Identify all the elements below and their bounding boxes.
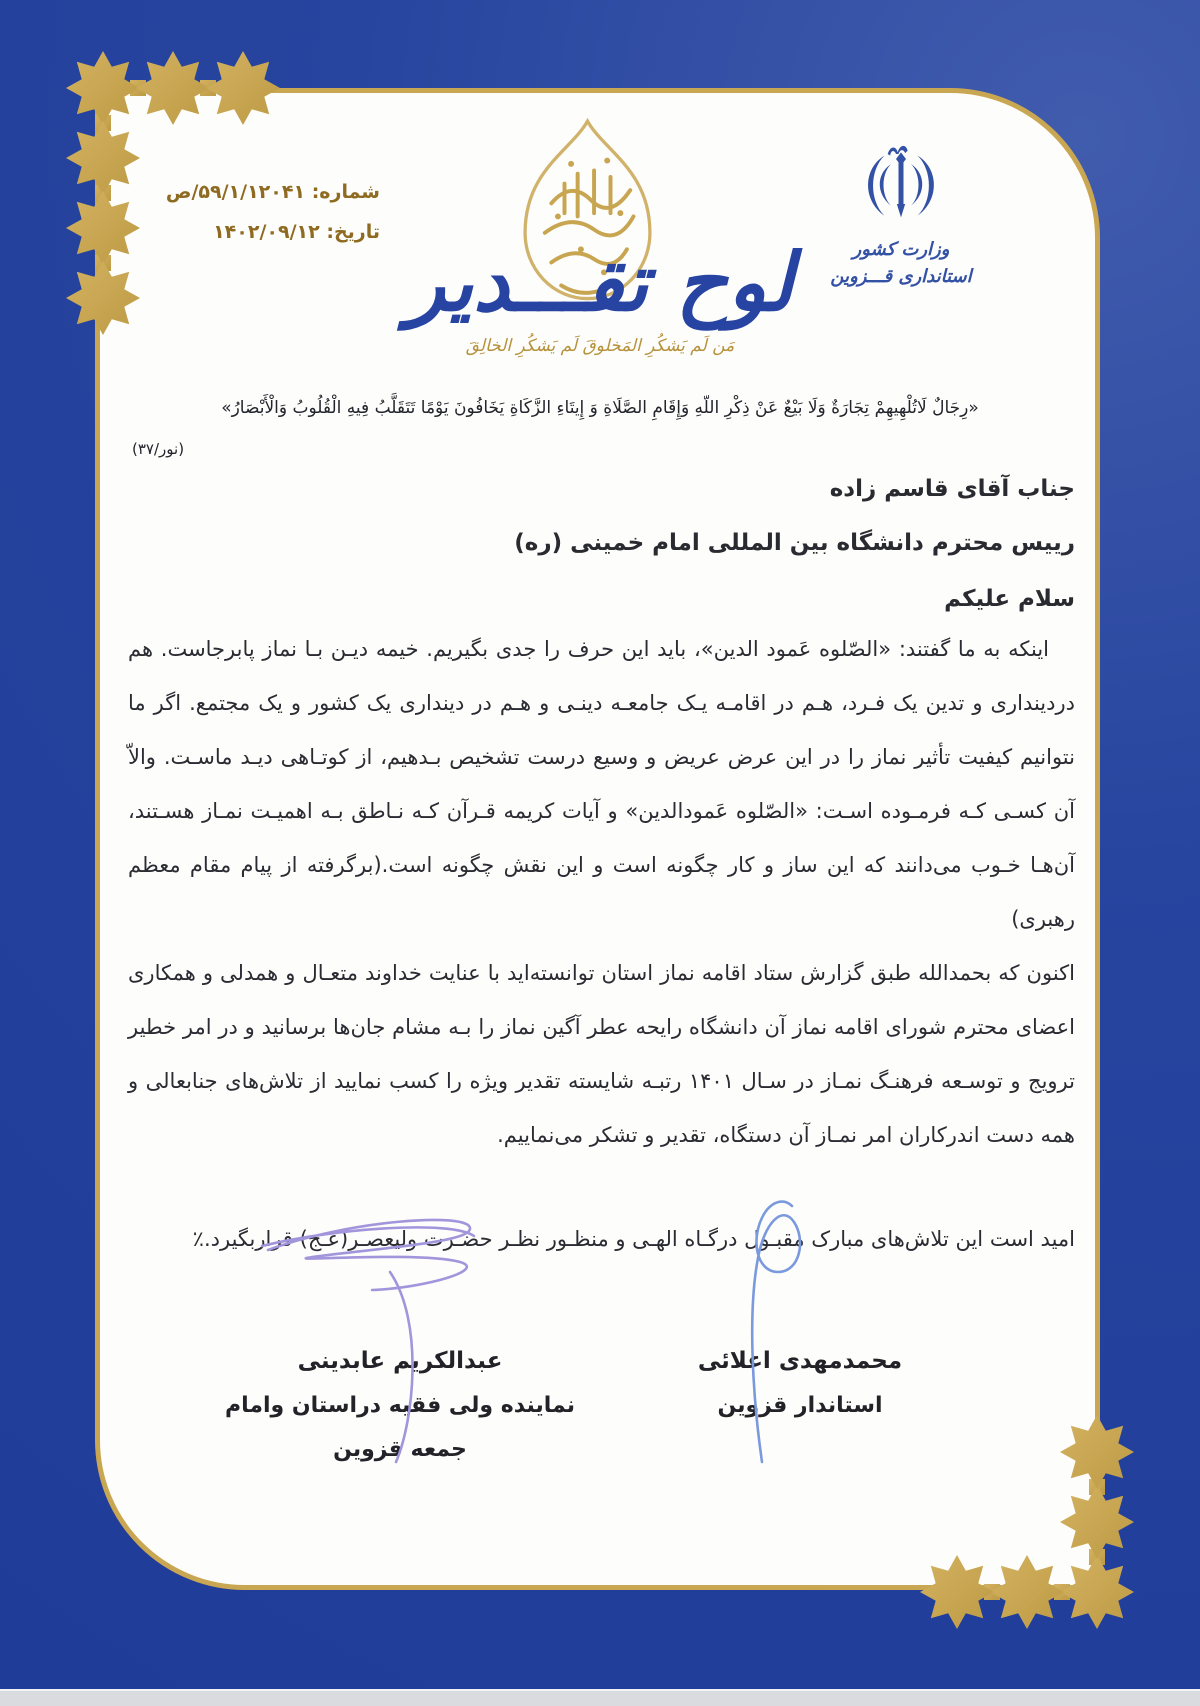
representative-name: عبدالکریم عابدینی — [297, 1348, 503, 1374]
governorate-name: استانداری قـــزوین — [830, 266, 972, 287]
governor-title: استاندار قزوین — [717, 1393, 883, 1418]
body-paragraph-1: اینکه به ما گفتند: «الصّلوه عَمود الدین»، باید این حرف را جدی بگیریم. خیمه دیـن بـا نماز پابرجاست. هم دردینداری و تدین یک فـرد، هـم در اقامـه یـک جامعـه دینـی و هـم در دینداری یک کشور و یک مجتمع. اگر ما نتوانیم کیفیت تأثیر نماز را در این عرض عریض و وسیع درست تشخیص بـدهیم، از کوتـاهی دیـد ماسـت. والاّ آن کسـی کـه فرمـوده اسـت: «الصّلوه عَمودالدین» و آیات کریمه قـرآن کـه نـاطق بـه اهمیـت نمـاز هسـتند، آن‌هـا خـوب می‌دانند که این ساز و کار چگونه است و این نقش چگونه است.(برگرفته از پیام مقام معظم رهبری) — [128, 637, 1075, 931]
date-label: تاریخ: — [326, 221, 380, 243]
signature-block-governor — [640, 1338, 960, 1428]
governor-name: محمدمهدی اعلائی — [697, 1348, 903, 1374]
number-value: ۵۹/۱/۱۲۰۴۱/ص — [165, 181, 306, 203]
verse-reference: (نور/۳۷) — [132, 440, 185, 458]
number-label: شماره: — [311, 181, 380, 203]
letterhead-emblem-block — [808, 132, 994, 290]
document-number — [140, 172, 380, 212]
signature-block-representative — [195, 1338, 605, 1472]
recipient-title: رییس محترم دانشگاه بین المللی امام خمینی (ره) — [514, 530, 1075, 556]
body-paragraph-2: اکنون که بحمدالله طبق گزارش ستاد اقامه نماز استان توانسته‌اید با عنایت خداوند متعـال و همدلی و همکاری اعضای محترم شورای اقامه نماز آن دانشگاه رایحه عطر آگین نماز را بـه مشام جان‌ها برسانید و در امر خطیر ترویج و توسـعه فرهنـگ نمـاز در سـال ۱۴۰۱ رتبـه شایسته تقدیر ویژه را کسب نمایید از تلاش‌های جنابعالی و همه دست اندرکاران امر نمـاز آن دستگاه، تقدیر و تشکر می‌نماییم. — [128, 961, 1075, 1147]
document-title: لوح تقـــدیر — [406, 236, 794, 329]
representative-title: نماینده ولی فقیه دراستان وامام جمعه قزوین — [225, 1393, 575, 1462]
body-paragraph-3: امید است این تلاش‌های مبارک مقبـول درگـاه الهـی و منظـور نظـر حضـرت ولیعصـر(عـج) قراربگیرد.٪ — [192, 1227, 1075, 1251]
ministry-name: وزارت کشور — [852, 239, 950, 260]
date-value: ۱۴۰۲/۰۹/۱۲ — [213, 221, 320, 243]
scan-edge-artifact — [0, 1689, 1200, 1706]
iran-emblem-icon — [851, 132, 951, 236]
salutation: سلام علیکم — [944, 586, 1075, 612]
quran-verse: «رِجَالٌ لَاتُلْهِیهِمْ تِجَارَةٌ وَلَا بَیْعٌ عَنْ ذِکْرِ اللّهِ وَإِقَامِ الصَّلَاةِ وَ إِیتَاءِ الزَّکَاةِ یَخَافُونَ یَوْمًا تَتَقَلَّبُ فِیهِ الْقُلُوبُ وَالْأَبْصَارُ» — [221, 398, 979, 418]
document-subtitle: مَن لَم یَشکُرِ المَخلوقَ لَم یَشکُرِ الخالِقَ — [465, 336, 735, 356]
recipient-name: جناب آقای قاسم زاده — [829, 476, 1075, 502]
